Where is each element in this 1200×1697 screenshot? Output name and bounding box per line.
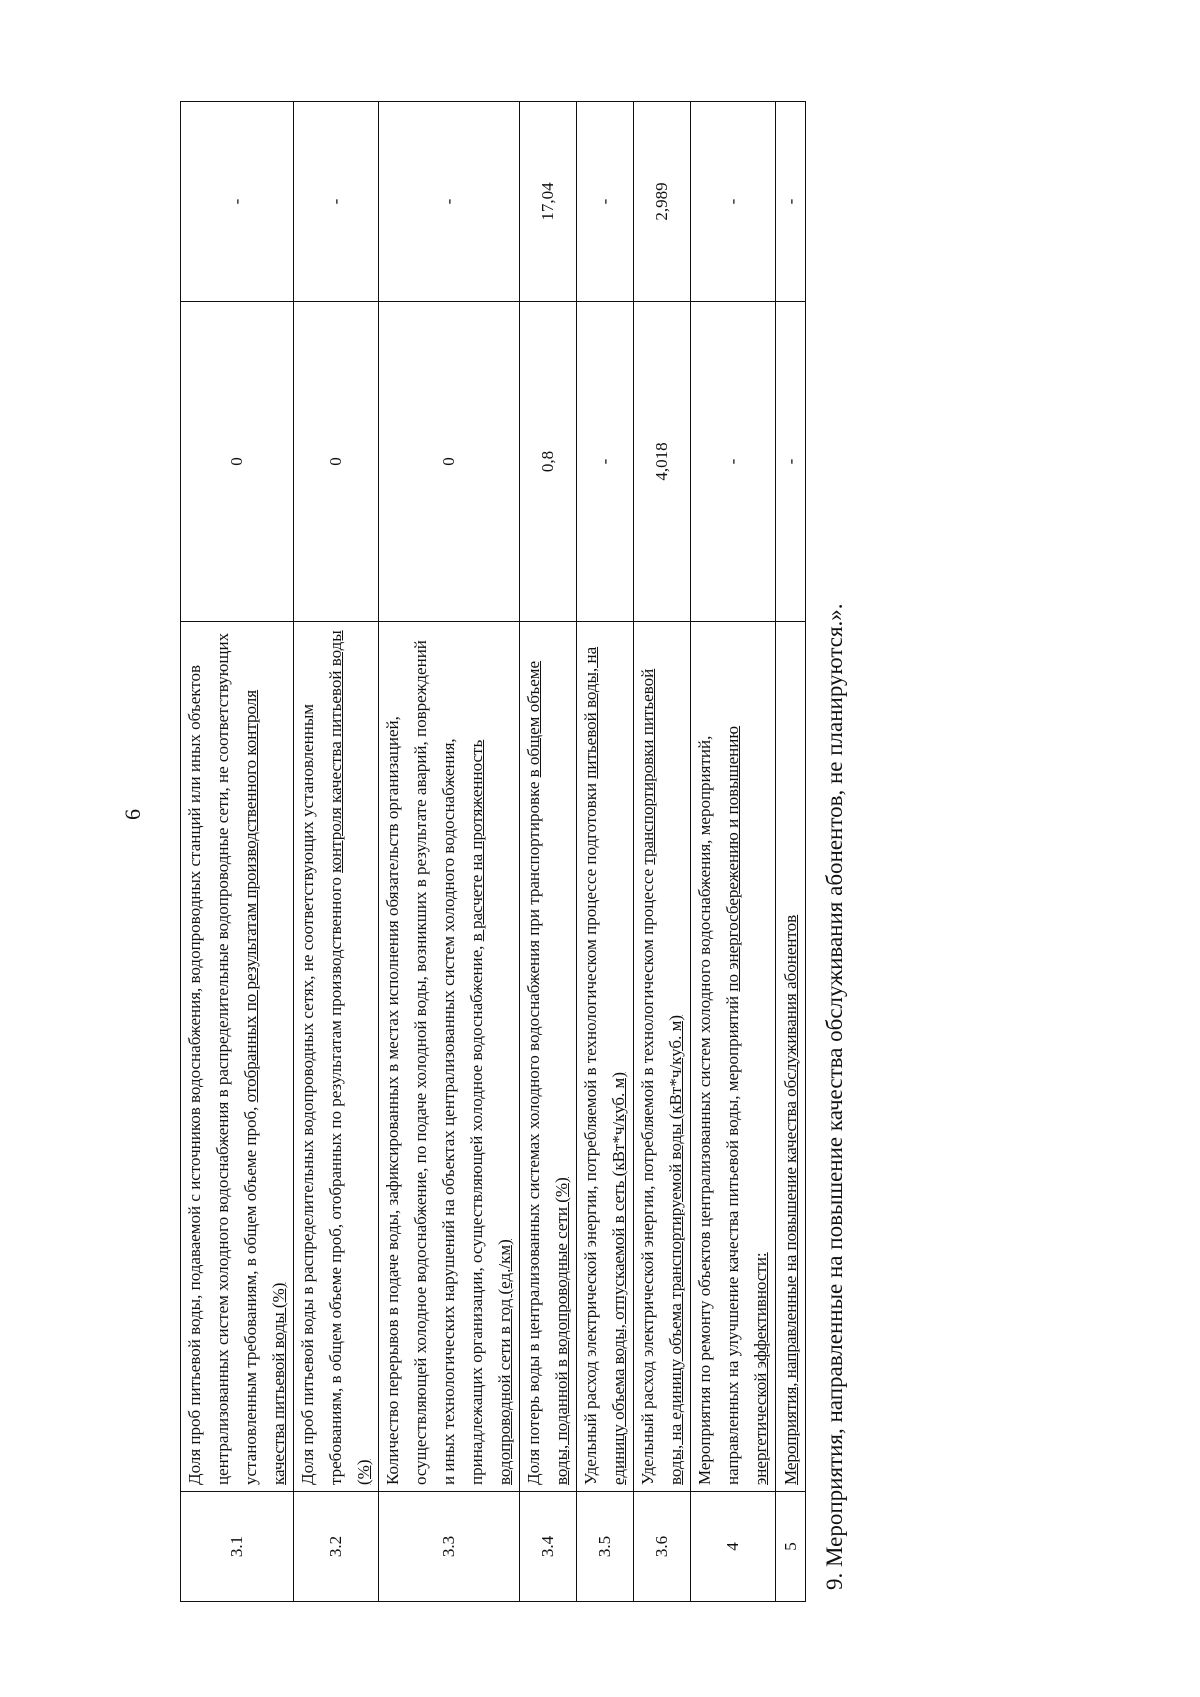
row-number: 4 <box>691 1492 776 1602</box>
value-1: 0 <box>294 302 379 622</box>
value-2: - <box>776 102 806 302</box>
table-row <box>294 102 379 1602</box>
description-text: Количество перерывов в подаче воды, зафиксированных в местах исполнения обязательств организацией, осуществляющей холодное водоснабжение, по подаче холодной воды, возникших в результате аварий, повреждений и иных технологических нарушений на объектах централизованных систем холодного водоснабжения, принадлежащих организации, осуществляющей холодное водоснабжение, <box>383 640 486 1485</box>
table-row <box>379 102 520 1602</box>
row-description <box>181 622 294 1492</box>
value-2: 17,04 <box>520 102 577 302</box>
row-number: 5 <box>776 1492 806 1602</box>
row-number: 3.1 <box>181 1492 294 1602</box>
value-2: 2,989 <box>634 102 691 302</box>
table-row <box>691 102 776 1602</box>
row-description <box>379 622 520 1492</box>
description-underlined: Мероприятия, направленные на повышение качества обслуживания абонентов <box>780 914 800 1485</box>
description-underlined: питьевой воды, на единицу объема воды, отпускаемой в сеть (кВт*ч/куб. м) <box>581 646 628 1485</box>
value-1: 0 <box>379 302 520 622</box>
value-1: - <box>577 302 634 622</box>
value-2: - <box>379 102 520 302</box>
table-row <box>776 102 806 1602</box>
value-2: - <box>691 102 776 302</box>
row-number: 3.4 <box>520 1492 577 1602</box>
description-text: Доля проб питьевой воды, подаваемой с источников водоснабжения, водопроводных станций или иных объектов централизованных систем холодного водоснабжения в распределительные водопроводные сети, не соответствующих установленным требованиям, в общем объеме проб, <box>185 632 260 1485</box>
row-number: 3.3 <box>379 1492 520 1602</box>
value-1: - <box>691 302 776 622</box>
table-row <box>634 102 691 1602</box>
footer-paragraph: 9. Мероприятия, направленные на повышение качества обслуживания абонентов, не планируются.». <box>822 603 847 1590</box>
value-2: - <box>294 102 379 302</box>
row-description <box>294 622 379 1492</box>
description-underlined: по энергосбережению и повышению энергетической эффективности: <box>723 725 770 1485</box>
row-number: 3.2 <box>294 1492 379 1602</box>
indicators-table <box>180 101 806 1602</box>
value-1: 0 <box>181 302 294 622</box>
row-description <box>691 622 776 1492</box>
table-row <box>577 102 634 1602</box>
value-1: 4,018 <box>634 302 691 622</box>
description-underlined: контроля качества питьевой воды (%) <box>326 630 373 1485</box>
table-row <box>181 102 294 1602</box>
row-description <box>577 622 634 1492</box>
description-text: Доля потерь воды в централизованных системах холодного водоснабжения при транспортировке <box>524 777 543 1485</box>
description-underlined: в расчете на протяженность водопроводной сети в год (ед./км) <box>467 739 514 1485</box>
description-text: Доля проб питьевой воды в распределительных водопроводных сетях, не соответствующих установленным требованиям, в общем объеме проб, отобранных по результатам производственного <box>298 703 345 1485</box>
description-text: Удельный расход электрической энергии, потребляемой в технологическом процессе подготовки <box>581 778 600 1485</box>
description-underlined: транспортировки питьевой воды, на единицу объема транспортируемой воды (кВт*ч/куб. м) <box>638 668 685 1485</box>
row-number: 3.6 <box>634 1492 691 1602</box>
page-number: 6 <box>120 809 145 820</box>
row-description <box>776 622 806 1492</box>
value-1: 0,8 <box>520 302 577 622</box>
table-row <box>520 102 577 1602</box>
row-description <box>520 622 577 1492</box>
value-2: - <box>577 102 634 302</box>
description-underlined: в общем объеме воды, поданной в водопроводные сети (%) <box>524 660 571 1485</box>
rotated-content <box>180 102 847 1602</box>
row-number: 3.5 <box>577 1492 634 1602</box>
description-underlined: отобранных по результатам производственного контроля качества питьевой воды (%) <box>241 689 288 1485</box>
value-2: - <box>181 102 294 302</box>
description-text: Удельный расход электрической энергии, потребляемой в технологическом процессе <box>638 864 657 1485</box>
value-1: - <box>776 302 806 622</box>
description-text: Мероприятия по ремонту объектов централизованных систем холодного водоснабжения, мероприятий, направленных на улучшение качества питьевой воды, мероприятий <box>695 735 742 1485</box>
row-description <box>634 622 691 1492</box>
